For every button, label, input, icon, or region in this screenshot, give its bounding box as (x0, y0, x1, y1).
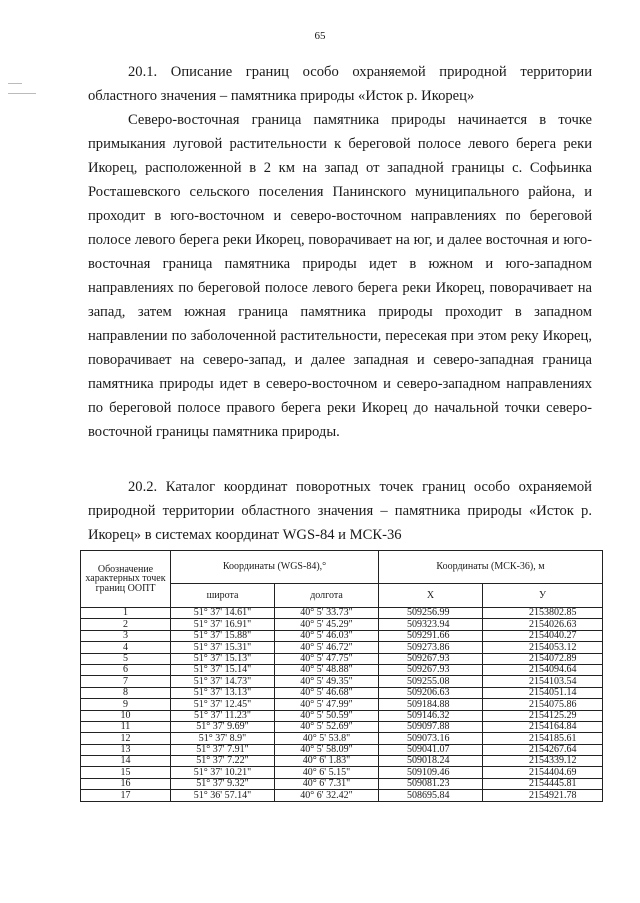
y-coordinate-cell: 2154051.14 (483, 687, 603, 698)
longitude-cell: 40° 5' 47.99" (275, 699, 379, 710)
y-coordinate-cell: 2154072.89 (483, 653, 603, 664)
point-number: 13 (81, 744, 171, 755)
table-row (81, 744, 603, 755)
header-latitude: широта (171, 584, 275, 608)
longitude-cell: 40° 5' 52.69" (275, 721, 379, 732)
y-coordinate-cell: 2154185.61 (483, 733, 603, 744)
latitude-cell: 51° 37' 14.73" (171, 676, 275, 687)
y-coordinate-cell: 2154164.84 (483, 721, 603, 732)
x-coordinate-cell: 509146.32 (379, 710, 483, 721)
point-number: 15 (81, 767, 171, 778)
y-coordinate-cell: 2154404.69 (483, 767, 603, 778)
point-number: 16 (81, 778, 171, 789)
y-coordinate-cell: 2154075.86 (483, 699, 603, 710)
x-coordinate-cell: 509109.46 (379, 767, 483, 778)
y-coordinate-cell: 2154921.78 (483, 790, 603, 801)
y-coordinate-cell: 2154053.12 (483, 642, 603, 653)
point-number: 7 (81, 676, 171, 687)
margin-mark (8, 93, 36, 94)
y-coordinate-cell: 2154339.12 (483, 756, 603, 767)
point-number: 8 (81, 687, 171, 698)
latitude-cell: 51° 37' 8.9" (171, 733, 275, 744)
x-coordinate-cell: 509097.88 (379, 721, 483, 732)
header-wgs84: Координаты (WGS-84),° (171, 551, 379, 584)
point-number: 5 (81, 653, 171, 664)
table-row (81, 687, 603, 698)
latitude-cell: 51° 37' 15.14" (171, 664, 275, 675)
longitude-cell: 40° 5' 46.03" (275, 630, 379, 641)
longitude-cell: 40° 5' 48.88" (275, 664, 379, 675)
page-number: 65 (314, 30, 326, 42)
coordinates-table-body (81, 608, 603, 802)
coordinates-table (80, 550, 603, 802)
longitude-cell: 40° 5' 58.09" (275, 744, 379, 755)
header-longitude: долгота (275, 584, 379, 608)
table-row (81, 619, 603, 630)
boundary-description-paragraph: Северо-восточная граница памятника природы начинается в точке примыкания луговой растительности к береговой полосе левого берега реки Икорец, расположенной в 2 км на запад от западной границы с. Софьинка Росташевского сельского поселения Панинского муниципального района, и проходит в юго-восточном и северо-восточном направлениях по береговой полосе левого берега реки Икорец, поворачивает на юг, и далее восточная и юго-восточная граница памятника природы идет в южном и юго-западном направлениях по береговой полосе левого берега реки Икорец, поворачивает на запад, затем южная граница памятника природы проходит в западном направлении по заболоченной растительности, пересекая при этом реку Икорец, поворачивает на северо-запад, и далее западная и северо-западная граница памятника природы идет в северо-восточном и северо-западном направлениях по береговой полосе правого берега реки Икорец до начальной точки северо-восточной границы памятника природы. (88, 112, 592, 440)
y-coordinate-cell: 2154103.54 (483, 676, 603, 687)
table-row (81, 630, 603, 641)
x-coordinate-cell: 509255.08 (379, 676, 483, 687)
longitude-cell: 40° 6' 7.31" (275, 778, 379, 789)
x-coordinate-cell: 509267.93 (379, 653, 483, 664)
x-coordinate-cell: 509073.16 (379, 733, 483, 744)
y-coordinate-cell: 2154445.81 (483, 778, 603, 789)
latitude-cell: 51° 37' 9.32" (171, 778, 275, 789)
point-number: 3 (81, 630, 171, 641)
y-coordinate-cell: 2154094.64 (483, 664, 603, 675)
longitude-cell: 40° 5' 50.59" (275, 710, 379, 721)
point-number: 17 (81, 790, 171, 801)
y-coordinate-cell: 2154026.63 (483, 619, 603, 630)
latitude-cell: 51° 37' 7.22" (171, 756, 275, 767)
header-point-designation: Обозначение характерных точек границ ООПТ (81, 551, 171, 608)
point-number: 12 (81, 733, 171, 744)
point-number: 4 (81, 642, 171, 653)
table-row (81, 733, 603, 744)
latitude-cell: 51° 37' 14.61" (171, 608, 275, 619)
header-x: X (379, 584, 483, 608)
longitude-cell: 40° 5' 33.73" (275, 608, 379, 619)
table-row (81, 642, 603, 653)
latitude-cell: 51° 37' 9.69" (171, 721, 275, 732)
section-heading-20-2: 20.2. Каталог координат поворотных точек границ особо охраняемой природной территории областного значения – памятника природы «Исток р. Икорец» в системах координат WGS-84 и МСК-36 (88, 479, 592, 543)
point-number: 9 (81, 699, 171, 710)
longitude-cell: 40° 5' 46.68" (275, 687, 379, 698)
longitude-cell: 40° 5' 45.29" (275, 619, 379, 630)
table-row (81, 767, 603, 778)
point-number: 6 (81, 664, 171, 675)
table-row (81, 699, 603, 710)
point-number: 14 (81, 756, 171, 767)
x-coordinate-cell: 509081.23 (379, 778, 483, 789)
x-coordinate-cell: 509273.86 (379, 642, 483, 653)
latitude-cell: 51° 37' 16.91" (171, 619, 275, 630)
table-row (81, 710, 603, 721)
table-row (81, 756, 603, 767)
header-y: У (483, 584, 603, 608)
point-number: 1 (81, 608, 171, 619)
x-coordinate-cell: 508695.84 (379, 790, 483, 801)
x-coordinate-cell: 509184.88 (379, 699, 483, 710)
table-row (81, 778, 603, 789)
y-coordinate-cell: 2154267.64 (483, 744, 603, 755)
longitude-cell: 40° 6' 32.42" (275, 790, 379, 801)
latitude-cell: 51° 37' 12.45" (171, 699, 275, 710)
latitude-cell: 51° 37' 13.13" (171, 687, 275, 698)
table-row (81, 608, 603, 619)
latitude-cell: 51° 37' 7.91" (171, 744, 275, 755)
y-coordinate-cell: 2154040.27 (483, 630, 603, 641)
x-coordinate-cell: 509041.07 (379, 744, 483, 755)
point-number: 2 (81, 619, 171, 630)
x-coordinate-cell: 509018.24 (379, 756, 483, 767)
table-row (81, 664, 603, 675)
point-number: 10 (81, 710, 171, 721)
latitude-cell: 51° 37' 10.21" (171, 767, 275, 778)
latitude-cell: 51° 37' 15.88" (171, 630, 275, 641)
y-coordinate-cell: 2153802.85 (483, 608, 603, 619)
table-row (81, 653, 603, 664)
longitude-cell: 40° 6' 1.83" (275, 756, 379, 767)
latitude-cell: 51° 37' 15.31" (171, 642, 275, 653)
point-number: 11 (81, 721, 171, 732)
margin-mark (8, 83, 22, 84)
y-coordinate-cell: 2154125.29 (483, 710, 603, 721)
longitude-cell: 40° 5' 49.35" (275, 676, 379, 687)
longitude-cell: 40° 6' 5.15" (275, 767, 379, 778)
x-coordinate-cell: 509256.99 (379, 608, 483, 619)
longitude-cell: 40° 5' 47.75" (275, 653, 379, 664)
table-row (81, 676, 603, 687)
latitude-cell: 51° 37' 15.13" (171, 653, 275, 664)
section-heading-20-1: 20.1. Описание границ особо охраняемой природной территории областного значения – памятника природы «Исток р. Икорец» (88, 64, 592, 104)
x-coordinate-cell: 509323.94 (379, 619, 483, 630)
longitude-cell: 40° 5' 46.72" (275, 642, 379, 653)
x-coordinate-cell: 509291.66 (379, 630, 483, 641)
table-row (81, 790, 603, 801)
x-coordinate-cell: 509206.63 (379, 687, 483, 698)
latitude-cell: 51° 36' 57.14" (171, 790, 275, 801)
latitude-cell: 51° 37' 11.23" (171, 710, 275, 721)
longitude-cell: 40° 5' 53.8" (275, 733, 379, 744)
x-coordinate-cell: 509267.93 (379, 664, 483, 675)
header-msk36: Координаты (МСК-36), м (379, 551, 603, 584)
table-row (81, 721, 603, 732)
